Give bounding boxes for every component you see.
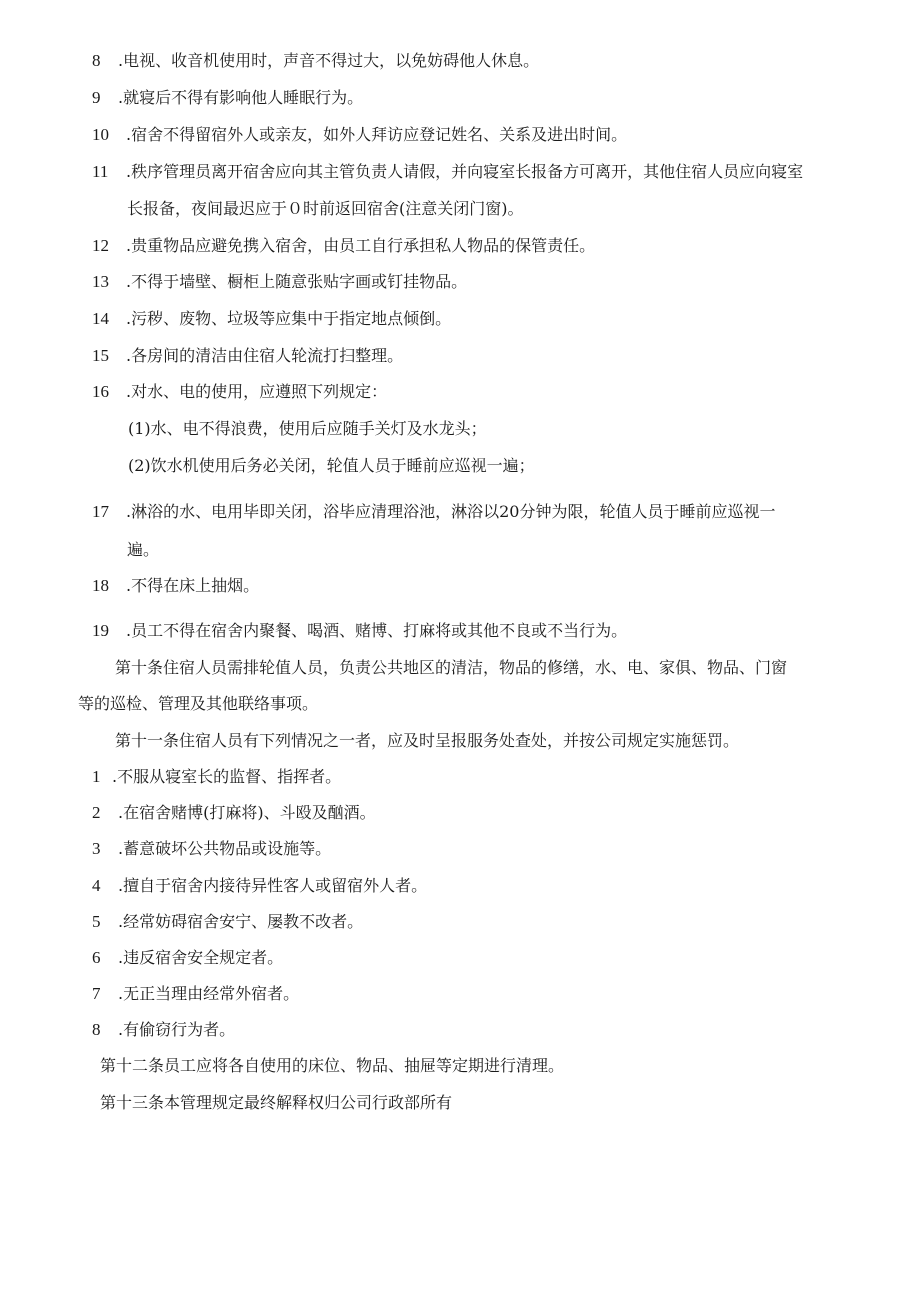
violation-item-1 — [92, 766, 341, 788]
item-text: .不得在床上抽烟。 — [126, 576, 260, 595]
violation-item-2 — [92, 802, 376, 824]
item-text: .贵重物品应避免携入宿舍，由员工自行承担私人物品的保管责任。 — [126, 236, 596, 255]
item-text: .蓄意破坏公共物品或设施等。 — [118, 839, 332, 858]
rule-item-10 — [92, 124, 627, 146]
item-number: 19 — [92, 621, 109, 640]
rule-item-14 — [92, 308, 451, 330]
item-number: 10 — [92, 125, 109, 144]
item-text: .员工不得在宿舍内聚餐、喝酒、赌博、打麻将或其他不良或不当行为。 — [126, 621, 628, 640]
rule-item-11 — [92, 161, 803, 183]
item-number: 5 — [92, 912, 101, 931]
item-number: 18 — [92, 576, 109, 595]
item-number: 8 — [92, 1020, 101, 1039]
item-text: .污秽、废物、垃圾等应集中于指定地点倾倒。 — [126, 309, 452, 328]
rule-item-19 — [92, 620, 627, 642]
item-number: 2 — [92, 803, 101, 822]
rule-item-16-sub-1: (1)水、电不得浪费，使用后应随手关灯及水龙头； — [128, 419, 487, 438]
item-text: .在宿舍赌博(打麻将)、斗殴及酗酒。 — [118, 803, 376, 822]
item-number: 9 — [92, 88, 101, 107]
rule-item-16-sub-2: (2)饮水机使用后务必关闭，轮值人员于睡前应巡视一遍； — [128, 456, 535, 475]
item-text: .有偷窃行为者。 — [118, 1020, 236, 1039]
rule-item-17 — [92, 501, 775, 523]
item-text: .违反宿舍安全规定者。 — [118, 948, 284, 967]
item-number: 14 — [92, 309, 109, 328]
item-number: 4 — [92, 876, 101, 895]
violation-item-3 — [92, 838, 331, 860]
violation-item-5 — [92, 911, 363, 933]
item-text: .淋浴的水、电用毕即关闭，浴毕应清理浴池，淋浴以20分钟为限，轮值人员于睡前应巡视一 — [126, 502, 776, 521]
item-number: 1 — [92, 767, 101, 786]
item-text: .对水、电的使用，应遵照下列规定： — [126, 382, 388, 401]
rule-item-18 — [92, 575, 259, 597]
item-number: 17 — [92, 502, 109, 521]
article-13: 第十三条本管理规定最终解释权归公司行政部所有 — [100, 1093, 453, 1112]
item-text: .各房间的清洁由住宿人轮流打扫整理。 — [126, 346, 404, 365]
item-number: 12 — [92, 236, 109, 255]
item-text: .无正当理由经常外宿者。 — [118, 984, 300, 1003]
item-number: 15 — [92, 346, 109, 365]
rule-item-11-continued: 长报备，夜间最迟应于０时前返回宿舍(注意关闭门窗)。 — [127, 199, 524, 218]
item-text: .就寝后不得有影响他人睡眠行为。 — [118, 88, 364, 107]
article-10-line-1: 第十条住宿人员需排轮值人员，负责公共地区的清洁，物品的修缮，水、电、家俱、物品、门窗 — [115, 658, 788, 677]
rule-item-9 — [92, 87, 363, 109]
article-10-line-2: 等的巡检、管理及其他联络事项。 — [78, 694, 319, 713]
rule-item-17-continued: 遍。 — [127, 540, 160, 559]
rule-item-16 — [92, 381, 387, 403]
item-text: .宿舍不得留宿外人或亲友，如外人拜访应登记姓名、关系及进出时间。 — [126, 125, 628, 144]
item-number: 13 — [92, 272, 109, 291]
rule-item-13 — [92, 271, 467, 293]
violation-item-8 — [92, 1019, 235, 1041]
violation-item-7 — [92, 983, 299, 1005]
item-text: .不得于墙壁、橱柜上随意张贴字画或钉挂物品。 — [126, 272, 468, 291]
violation-item-4 — [92, 875, 427, 897]
item-text: .电视、收音机使用时，声音不得过大，以免妨碍他人休息。 — [118, 51, 540, 70]
item-text: .秩序管理员离开宿舍应向其主管负责人请假，并向寝室长报备方可离开，其他住宿人员应向寝室 — [126, 162, 804, 181]
item-number: 8 — [92, 51, 101, 70]
item-number: 6 — [92, 948, 101, 967]
item-number: 11 — [92, 162, 109, 181]
item-number: 3 — [92, 839, 101, 858]
item-text: .不服从寝室长的监督、指挥者。 — [112, 767, 342, 786]
item-number: 16 — [92, 382, 109, 401]
rule-item-15 — [92, 345, 403, 367]
rule-item-8 — [92, 50, 539, 72]
item-text: .擅自于宿舍内接待异性客人或留宿外人者。 — [118, 876, 428, 895]
article-12: 第十二条员工应将各自使用的床位、物品、抽屉等定期进行清理。 — [100, 1056, 565, 1075]
item-text: .经常妨碍宿舍安宁、屡教不改者。 — [118, 912, 364, 931]
article-11-intro: 第十一条住宿人员有下列情况之一者，应及时呈报服务处查处，并按公司规定实施惩罚。 — [115, 731, 740, 750]
rule-item-12 — [92, 235, 595, 257]
violation-item-6 — [92, 947, 283, 969]
item-number: 7 — [92, 984, 101, 1003]
